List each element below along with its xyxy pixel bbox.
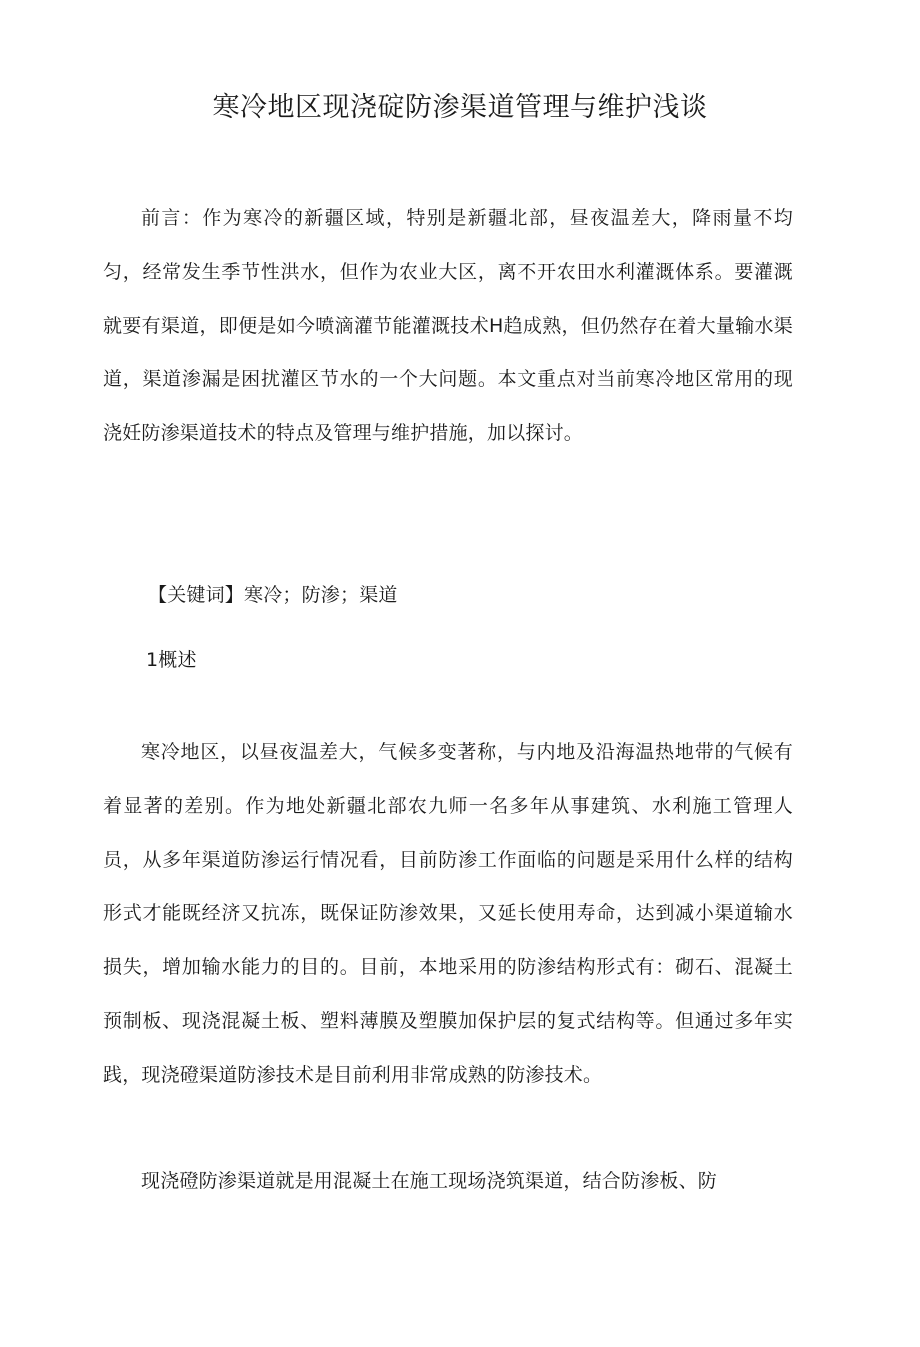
body-paragraph-2: 现浇磴防渗渠道就是用混凝土在施工现场浇筑渠道，结合防渗板、防 [141,1170,718,1192]
intro-paragraph: 前言：作为寒冷的新疆区域，特别是新疆北部，昼夜温差大，降雨量不均匀，经常发生季节性洪水，但作为农业大区，离不开农田水利灌溉体系。要灌溉就要有渠道，即便是如今喷滴灌节能灌溉技术H趋成熟，但仍然存在着大量输水渠道，渠道渗漏是困扰灌区节水的一个大问题。本文重点对当前寒冷地区常用的现浇妊防渗渠道技术的特点及管理与维护措施，加以探讨。 [103,207,793,445]
document-title: 寒冷地区现浇碇防渗渠道管理与维护浅谈 [212,92,708,123]
section-heading: 1概述 [146,649,197,671]
keywords-line: 【关键词】寒冷；防渗；渠道 [148,584,398,606]
body-paragraph-1: 寒冷地区，以昼夜温差大，气候多变著称，与内地及沿海温热地带的气候有着显著的差别。作为地处新疆北部农九师一名多年从事建筑、水利施工管理人员，从多年渠道防渗运行情况看，目前防渗工作面临的问题是采用什么样的结构形式才能既经济又抗冻，既保证防渗效果，又延长使用寿命，达到减小渠道输水损失，增加输水能力的目的。目前，本地采用的防渗结构形式有：砌石、混凝土预制板、现浇混凝土板、塑料薄膜及塑膜加保护层的复式结构等。但通过多年实践，现浇磴渠道防渗技术是目前利用非常成熟的防渗技术。 [103,741,793,1086]
